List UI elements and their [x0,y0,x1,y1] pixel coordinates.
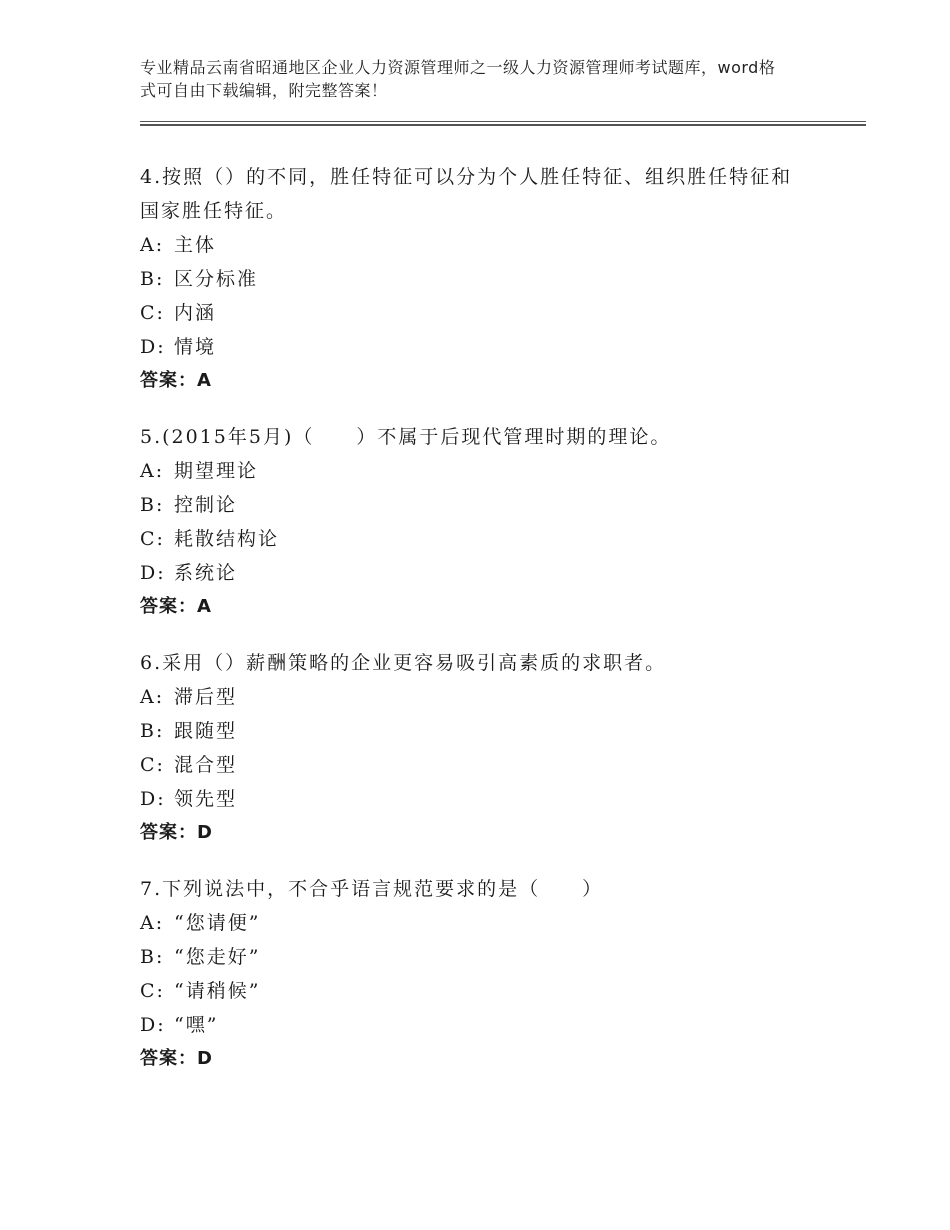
question-stem: 5.(2015年5月)（ ）不属于后现代管理时期的理论。 [140,426,672,448]
question-item [140,646,820,850]
option-b [140,940,820,974]
option-text: 滞后型 [174,686,238,708]
option-d [140,330,820,364]
option-key: A: [140,234,165,256]
option-text: “您请便” [174,912,261,934]
option-key: A: [140,912,165,934]
option-a [140,228,820,262]
question-item [140,420,820,624]
header-divider-secondary [140,125,866,126]
option-key: B: [140,494,165,516]
option-a [140,680,820,714]
question-list [140,160,820,1098]
option-key: A: [140,686,165,708]
document-header-title: 专业精品云南省昭通地区企业人力资源管理师之一级人力资源管理师考试题库，word格式可自由下载编辑，附完整答案！ [140,58,776,100]
answer-label: 答案：A [140,596,212,617]
option-text: 系统论 [174,562,238,584]
question-item [140,872,820,1076]
option-text: 主体 [174,234,217,256]
option-text: 领先型 [174,788,238,810]
option-key: B: [140,720,165,742]
option-key: B: [140,268,165,290]
option-text: “嘿” [174,1014,219,1036]
option-b [140,714,820,748]
option-text: 控制论 [174,494,238,516]
question-stem: 7.下列说法中，不合乎语言规范要求的是（ ） [140,878,604,900]
option-a [140,906,820,940]
option-text: 区分标准 [174,268,259,290]
option-text: 混合型 [174,754,238,776]
option-key: A: [140,460,165,482]
option-text: 情境 [174,336,217,358]
answer-label: 答案：D [140,822,213,843]
option-key: D: [140,1014,166,1036]
option-text: 内涵 [174,302,217,324]
option-d [140,1008,820,1042]
option-d [140,556,820,590]
option-text: 跟随型 [174,720,238,742]
question-stem: 6.采用（）薪酬策略的企业更容易吸引高素质的求职者。 [140,652,667,674]
option-a [140,454,820,488]
option-c [140,522,820,556]
option-key: C: [140,754,165,776]
option-c [140,748,820,782]
question-item [140,160,820,398]
option-text: “请稍候” [174,980,261,1002]
option-key: C: [140,980,165,1002]
option-key: C: [140,528,165,550]
option-key: D: [140,562,166,584]
question-stem: 4.按照（）的不同，胜任特征可以分为个人胜任特征、组织胜任特征和国家胜任特征。 [140,166,793,222]
answer-label: 答案：A [140,370,212,391]
answer-label: 答案：D [140,1048,213,1069]
option-key: B: [140,946,165,968]
option-c [140,296,820,330]
option-text: “您走好” [174,946,261,968]
option-c [140,974,820,1008]
option-b [140,488,820,522]
option-key: D: [140,788,166,810]
option-b [140,262,820,296]
option-key: C: [140,302,165,324]
option-text: 耗散结构论 [174,528,280,550]
option-d [140,782,820,816]
option-text: 期望理论 [174,460,259,482]
option-key: D: [140,336,166,358]
